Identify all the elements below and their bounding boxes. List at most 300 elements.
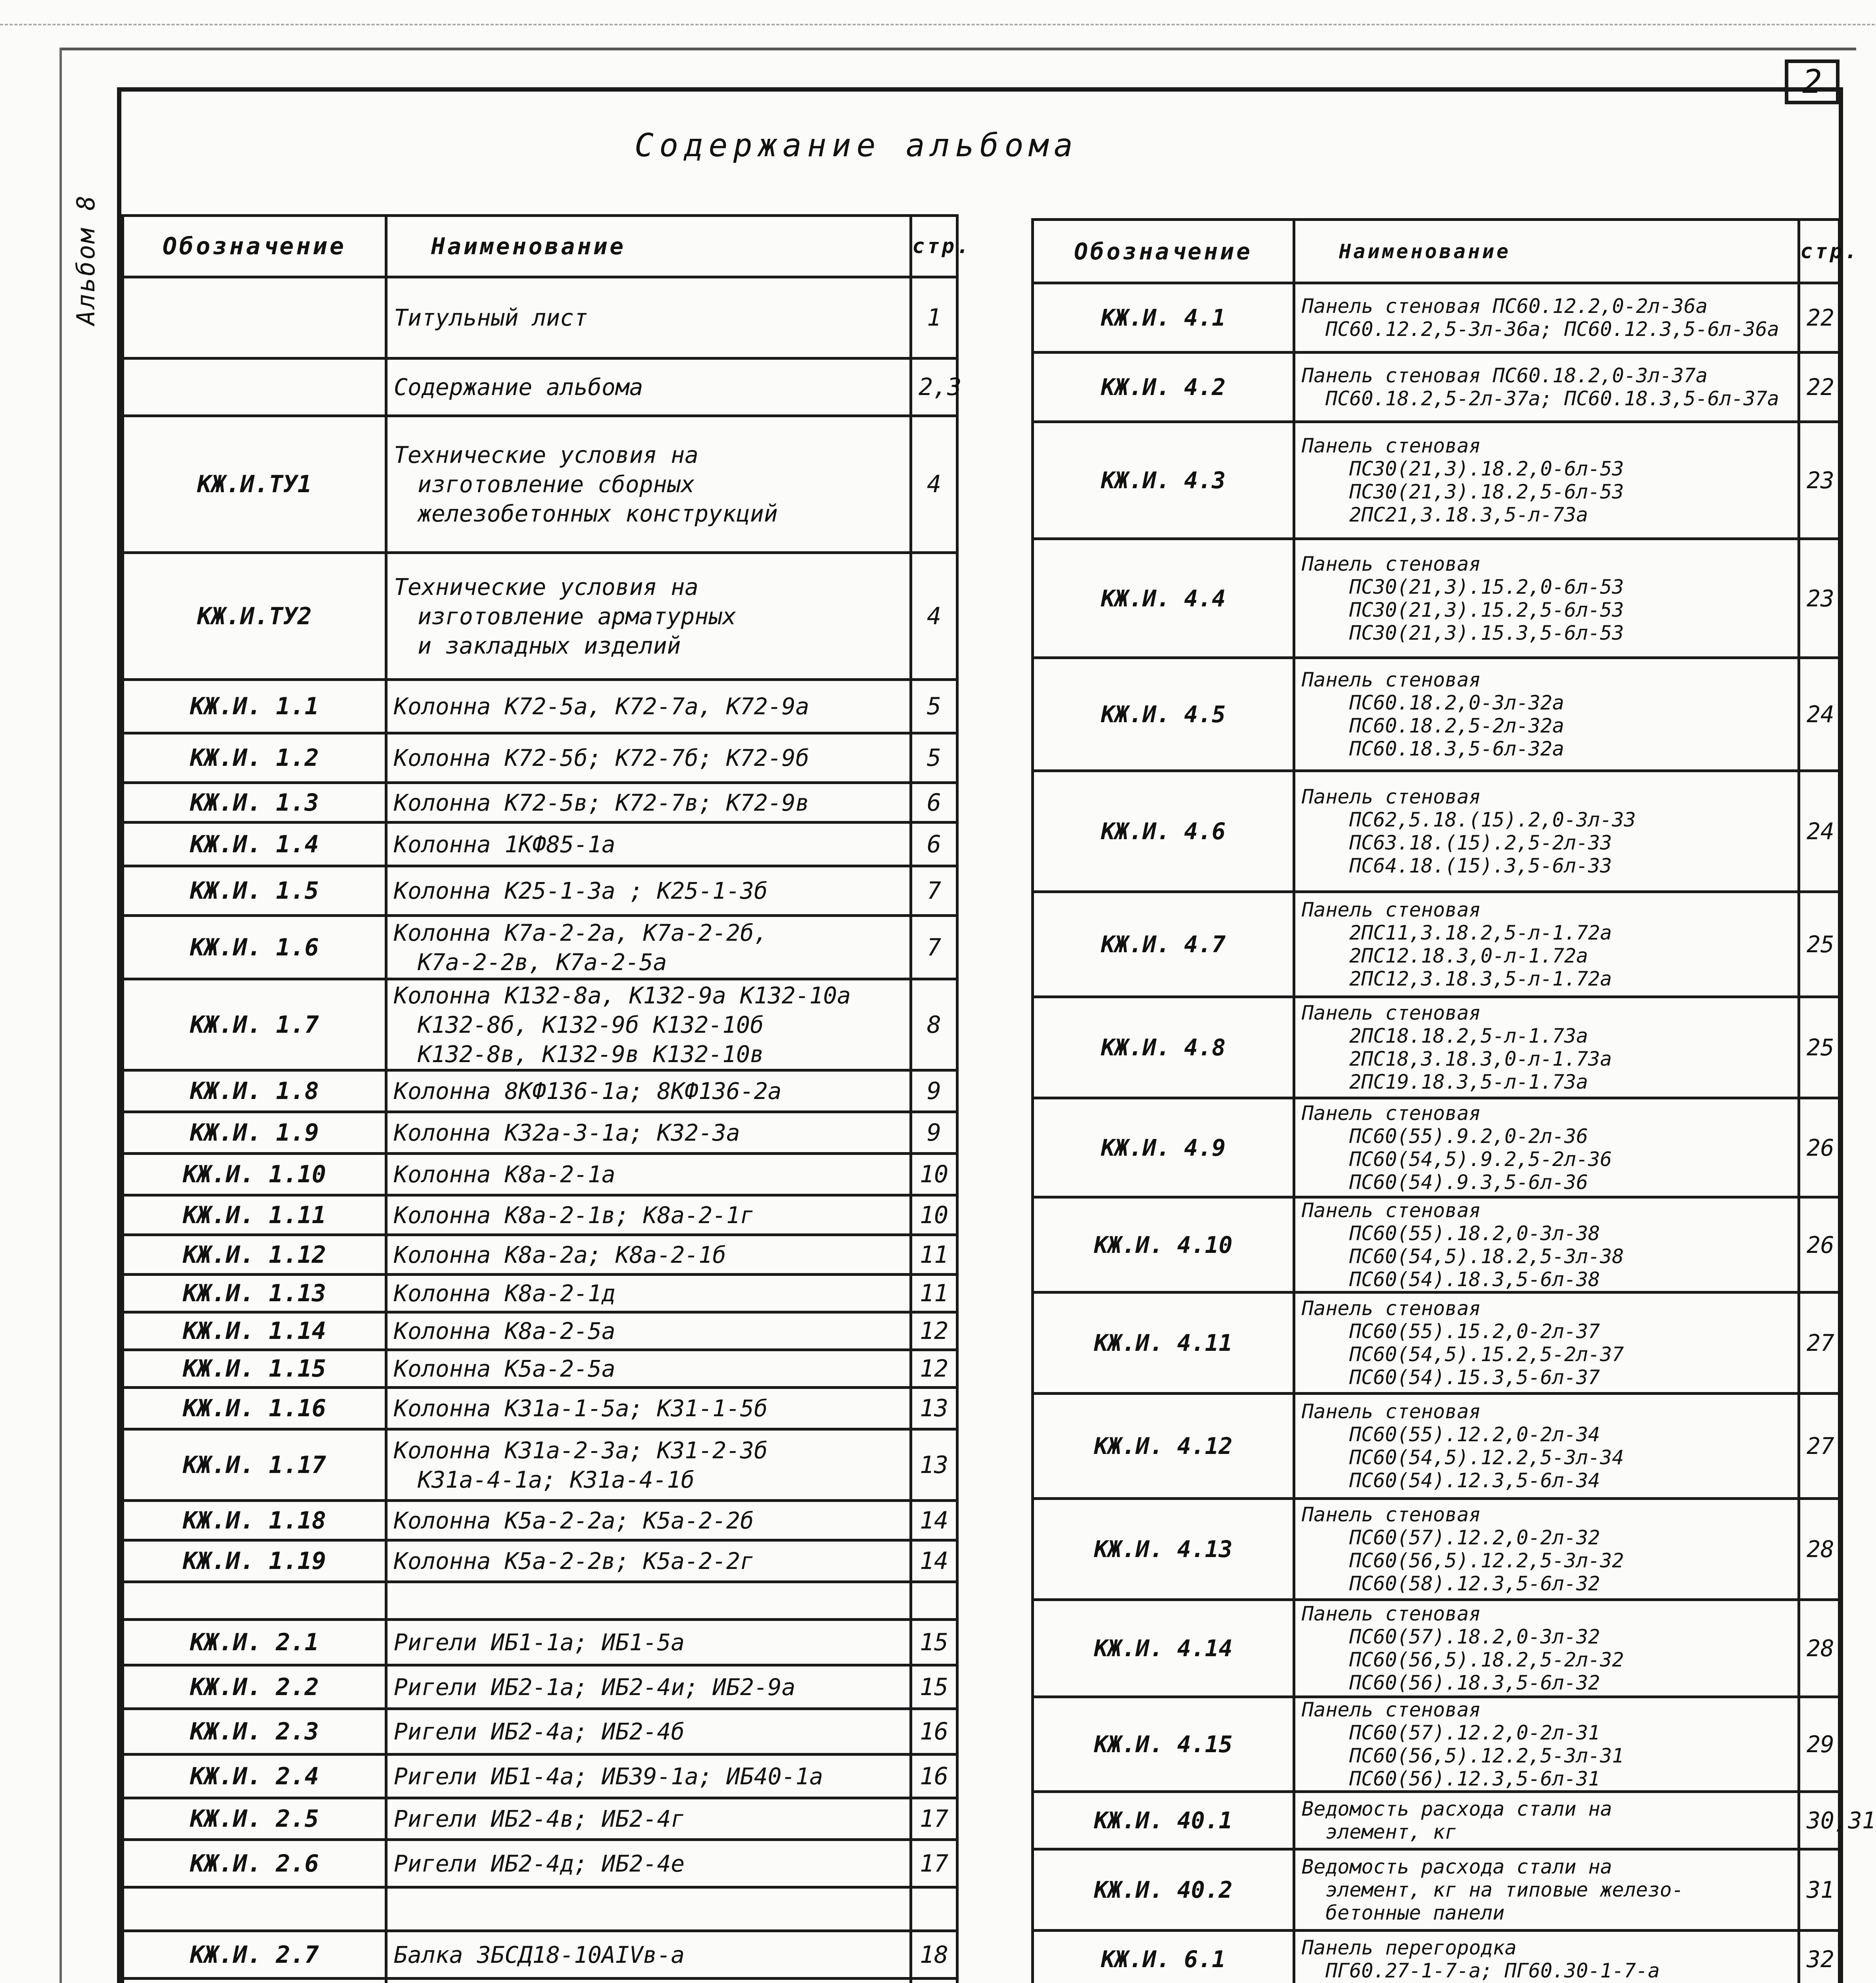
- left-table-body: [123, 277, 962, 1983]
- row-name: [386, 979, 911, 1070]
- row-page: 15: [911, 1665, 957, 1709]
- row-page: 8: [911, 979, 957, 1070]
- table-row: [1033, 1600, 1840, 1697]
- table-row: [1033, 1098, 1840, 1197]
- row-page: 5: [911, 733, 957, 783]
- table-row: [123, 1582, 957, 1620]
- table-row: [123, 783, 957, 823]
- row-name-line: Колонна К8а-2-5а: [394, 1318, 616, 1344]
- row-name-line: Колонна К132-8а, К132-9а К132-10а: [394, 982, 851, 1009]
- row-code: КЖ.И. 4.9: [1033, 1098, 1294, 1197]
- row-page: 15: [911, 1620, 957, 1665]
- row-code: [123, 1979, 386, 1983]
- row-name-line: ПС60(54).9.3,5-6л-36: [1349, 1170, 1588, 1194]
- table-row: [123, 1429, 957, 1501]
- row-name-line: изготовление арматурных: [418, 602, 737, 630]
- row-name-line: 2ПС11,3.18.2,5-л-1.72а: [1349, 921, 1612, 944]
- row-code: КЖ.И. 6.1: [1033, 1931, 1294, 1983]
- row-name-line: К7а-2-2в, К7а-2-5а: [418, 948, 667, 976]
- row-page: 23: [1799, 539, 1840, 658]
- row-page: 9: [911, 1070, 957, 1112]
- row-name: [1294, 1792, 1799, 1849]
- row-name: [1294, 1600, 1799, 1697]
- row-page: 22: [1799, 283, 1840, 353]
- row-name-line: Панель стеновая ПС60.12.2,0-2л-36а: [1302, 295, 1708, 318]
- row-name-line: Ведомость расхода стали на: [1302, 1797, 1612, 1820]
- table-row: [123, 1665, 957, 1709]
- row-name-line: ПГ60.27-1-7-а; ПГ60.30-1-7-а: [1325, 1959, 1660, 1982]
- row-name: [386, 1931, 911, 1979]
- row-code: КЖ.И. 4.6: [1033, 771, 1294, 892]
- table-row: [123, 1887, 957, 1931]
- row-code: КЖ.И. 1.11: [123, 1195, 386, 1235]
- row-code: [123, 277, 386, 359]
- row-name-line: Колонна К8а-2а; К8а-2-1б: [394, 1241, 727, 1268]
- row-name: [1294, 1931, 1799, 1983]
- row-page: 29: [1799, 1697, 1840, 1792]
- row-name-line: и закладных изделий: [418, 632, 681, 659]
- row-code: КЖ.И. 2.1: [123, 1620, 386, 1665]
- table-row: [1033, 1394, 1840, 1499]
- row-name-line: Ведомость расхода стали на: [1302, 1855, 1612, 1878]
- row-page: 4: [911, 416, 957, 553]
- table-row: [123, 1195, 957, 1235]
- row-code: КЖ.И. 1.16: [123, 1388, 386, 1429]
- row-name-line: ПС60(57).12.2,0-2л-31: [1349, 1721, 1600, 1744]
- row-page: 6: [911, 823, 957, 866]
- row-code: КЖ.И. 4.4: [1033, 539, 1294, 658]
- table-row: [1033, 1849, 1840, 1931]
- table-row: [123, 1755, 957, 1798]
- row-name-line: Ригели ИБ2-4д; ИБ2-4е: [394, 1850, 685, 1877]
- row-name-line: ПС60(55).18.2,0-3л-38: [1349, 1222, 1600, 1245]
- row-code: [123, 359, 386, 416]
- row-name-line: ПС30(21,3).18.2,5-6л-53: [1349, 480, 1624, 503]
- row-code: КЖ.И. 1.13: [123, 1275, 386, 1312]
- row-name: [1294, 1197, 1799, 1293]
- row-code: КЖ.И. 4.12: [1033, 1394, 1294, 1499]
- row-name-line: ПС60(55).9.2,0-2л-36: [1349, 1124, 1588, 1148]
- row-name-line: Панель стеновая: [1302, 1101, 1481, 1125]
- row-name-line: Ригели ИБ1-4а; ИБ39-1а; ИБ40-1а: [394, 1762, 823, 1790]
- row-name: [386, 823, 911, 866]
- row-name-line: Колонна К8а-2-1в; К8а-2-1г: [394, 1201, 754, 1229]
- table-row: [1033, 658, 1840, 771]
- row-name: [386, 1070, 911, 1112]
- row-name-line: Балка 3БСД18-10АIVв-а: [394, 1941, 685, 1968]
- row-code: КЖ.И. 40.2: [1033, 1849, 1294, 1931]
- row-name-line: ПС60(54,5).15.2,5-2л-37: [1349, 1343, 1624, 1366]
- table-row: [123, 1312, 957, 1350]
- row-name-line: Панель стеновая: [1302, 1503, 1481, 1526]
- row-page: 25: [1799, 997, 1840, 1098]
- row-name-line: элемент, кг: [1325, 1820, 1457, 1843]
- table-row: [1033, 1697, 1840, 1792]
- table-row: [123, 733, 957, 783]
- table-row: [123, 1501, 957, 1540]
- row-name-line: ПС30(21,3).18.2,0-6л-53: [1349, 457, 1624, 480]
- row-page: 9: [911, 1112, 957, 1154]
- row-name: [1294, 1394, 1799, 1499]
- header-page: стр.: [911, 216, 957, 277]
- page-number: 2: [1802, 63, 1822, 101]
- row-name: [386, 783, 911, 823]
- row-page: 7: [911, 866, 957, 916]
- row-name-line: Ригели ИБ2-4в; ИБ2-4г: [394, 1805, 685, 1832]
- row-name: [386, 1755, 911, 1798]
- row-name: [1294, 1098, 1799, 1197]
- row-code: КЖ.И. 1.10: [123, 1154, 386, 1195]
- row-name: [386, 416, 911, 553]
- row-name-line: Титульный лист: [394, 304, 588, 331]
- row-name-line: Панель стеновая: [1302, 434, 1481, 457]
- row-name: [386, 1620, 911, 1665]
- row-name: [1294, 892, 1799, 997]
- row-code: КЖ.И. 2.3: [123, 1709, 386, 1755]
- row-name: [386, 359, 911, 416]
- row-name-line: Панель стеновая: [1302, 1001, 1481, 1024]
- table-row: [1033, 1499, 1840, 1600]
- row-name-line: Колонна К31а-2-3а; К31-2-3б: [394, 1436, 768, 1464]
- row-page: 31: [1799, 1849, 1840, 1931]
- table-row: [1033, 422, 1840, 539]
- row-code: КЖ.И. 4.2: [1033, 353, 1294, 422]
- table-row: [123, 553, 957, 680]
- row-name: [386, 1979, 911, 1983]
- row-name-line: ПС60(55).12.2,0-2л-34: [1349, 1423, 1600, 1446]
- row-name-line: 2ПС18.18.2,5-л-1.73а: [1349, 1024, 1588, 1047]
- row-name-line: Колонна 1КФ85-1а: [394, 830, 616, 858]
- row-name: [386, 1501, 911, 1540]
- row-name-line: Панель стеновая: [1302, 1698, 1481, 1721]
- row-name: [1294, 283, 1799, 353]
- row-name: [386, 1112, 911, 1154]
- row-name: [386, 553, 911, 680]
- row-page: 12: [911, 1312, 957, 1350]
- row-code: КЖ.И. 4.13: [1033, 1499, 1294, 1600]
- table-row: [1033, 997, 1840, 1098]
- row-name: [386, 1709, 911, 1755]
- scan-top-dash: [0, 24, 1875, 25]
- row-name-line: Колонна К32а-3-1а; К32-3а: [394, 1119, 740, 1146]
- row-code: КЖ.И. 2.5: [123, 1798, 386, 1840]
- row-name-line: Панель стеновая: [1302, 668, 1481, 691]
- row-code: КЖ.И. 4.1: [1033, 283, 1294, 353]
- row-name: [386, 916, 911, 979]
- row-name-line: 2ПС12,3.18.3,5-л-1.72а: [1349, 967, 1612, 990]
- row-code: [123, 1887, 386, 1931]
- row-code: КЖ.И. 40.1: [1033, 1792, 1294, 1849]
- page-title: Содержание альбома: [635, 127, 1078, 164]
- row-code: КЖ.И. 1.5: [123, 866, 386, 916]
- table-row: [123, 1931, 957, 1979]
- row-name-line: Колонна К72-5в; К72-7в; К72-9в: [394, 789, 809, 816]
- row-code: КЖ.И. 1.1: [123, 680, 386, 733]
- table-row: [1033, 1293, 1840, 1394]
- row-name-line: 2ПС12.18.3,0-л-1.72а: [1349, 944, 1588, 967]
- row-code: КЖ.И. 1.8: [123, 1070, 386, 1112]
- row-code: КЖ.И. 2.2: [123, 1665, 386, 1709]
- row-code: КЖ.И. 4.3: [1033, 422, 1294, 539]
- row-code: КЖ.И. 1.14: [123, 1312, 386, 1350]
- row-name-line: ПС60(54,5).9.2,5-2л-36: [1349, 1147, 1612, 1171]
- right-header-row: [1033, 220, 1840, 283]
- row-name-line: 2ПС19.18.3,5-л-1.73а: [1349, 1070, 1588, 1093]
- row-page: [911, 1979, 957, 1983]
- row-code: КЖ.И. 4.11: [1033, 1293, 1294, 1394]
- right-table-body: [1033, 283, 1876, 1983]
- row-name-line: Ригели ИБ2-1а; ИБ2-4и; ИБ2-9а: [394, 1673, 796, 1701]
- table-row: [123, 359, 957, 416]
- row-page: 25: [1799, 892, 1840, 997]
- row-name-line: ПС30(21,3).15.2,0-6л-53: [1349, 575, 1624, 598]
- left-contents-table: [121, 214, 972, 1983]
- row-name: [386, 277, 911, 359]
- row-page: 10: [911, 1154, 957, 1195]
- row-name-line: Панель стеновая: [1302, 1297, 1481, 1320]
- row-name: [1294, 997, 1799, 1098]
- row-page: 12: [911, 1350, 957, 1388]
- row-page: 6: [911, 783, 957, 823]
- table-row: [123, 1798, 957, 1840]
- table-row: [1033, 283, 1840, 353]
- row-name-line: ПС60(54).15.3,5-6л-37: [1349, 1366, 1600, 1389]
- row-name-line: Колонна К5а-2-5а: [394, 1355, 616, 1382]
- row-name-line: ПС63.18.(15).2,5-2л-33: [1349, 831, 1612, 854]
- table-row: [123, 1620, 957, 1665]
- row-name-line: ПС60(57).18.2,0-3л-32: [1349, 1625, 1600, 1648]
- row-name-line: ПС60(56).18.3,5-6л-32: [1349, 1671, 1600, 1694]
- row-page: 22: [1799, 353, 1840, 422]
- header-page: стр.: [1799, 220, 1840, 283]
- row-code: КЖ.И.ТУ1: [123, 416, 386, 553]
- row-code: КЖ.И. 2.4: [123, 1755, 386, 1798]
- row-name-line: ПС60(54).18.3,5-6л-38: [1349, 1268, 1600, 1291]
- row-name-line: бетонные панели: [1325, 1901, 1505, 1924]
- row-name: [386, 733, 911, 783]
- row-name: [1294, 1293, 1799, 1394]
- row-name: [1294, 771, 1799, 892]
- row-name-line: Колонна К7а-2-2а, К7а-2-2б,: [394, 919, 768, 946]
- row-code: КЖ.И. 1.3: [123, 783, 386, 823]
- row-name-line: Панель стеновая: [1302, 1199, 1481, 1222]
- row-name: [386, 1195, 911, 1235]
- row-name-line: К31а-4-1а; К31а-4-1б: [418, 1466, 695, 1493]
- row-code: КЖ.И. 2.6: [123, 1840, 386, 1887]
- row-code: КЖ.И. 1.18: [123, 1501, 386, 1540]
- row-name-line: изготовление сборных: [418, 471, 695, 498]
- row-name-line: Технические условия на: [394, 441, 699, 468]
- row-name-line: Колонна К72-5а, К72-7а, К72-9а: [394, 693, 809, 720]
- row-name-line: 2ПС18,3.18.3,0-л-1.73а: [1349, 1047, 1612, 1070]
- row-name-line: Панель стеновая: [1302, 552, 1481, 575]
- row-code: КЖ.И. 2.7: [123, 1931, 386, 1979]
- row-page: 4: [911, 553, 957, 680]
- row-name-line: Панель стеновая: [1302, 785, 1481, 808]
- row-page: 24: [1799, 658, 1840, 771]
- row-name: [386, 1540, 911, 1582]
- row-page: 5: [911, 680, 957, 733]
- row-name-line: ПС60.18.3,5-6л-32а: [1349, 737, 1564, 760]
- outer-left-line: [59, 48, 62, 1983]
- row-page: 18: [911, 1931, 957, 1979]
- header-name: Наименование: [1294, 220, 1799, 283]
- table-row: [1033, 353, 1840, 422]
- row-code: КЖ.И. 4.8: [1033, 997, 1294, 1098]
- page-number-box: [1785, 59, 1840, 104]
- row-code: КЖ.И. 1.2: [123, 733, 386, 783]
- row-name: [386, 1275, 911, 1312]
- row-name: [386, 1887, 911, 1931]
- row-name: [386, 680, 911, 733]
- row-code: КЖ.И. 1.19: [123, 1540, 386, 1582]
- row-name-line: ПС60(54,5).12.2,5-3л-34: [1349, 1446, 1624, 1469]
- row-page: 27: [1799, 1293, 1840, 1394]
- row-code: КЖ.И. 4.7: [1033, 892, 1294, 997]
- row-name: [1294, 1697, 1799, 1792]
- row-name-line: ПС60(56).12.3,5-6л-31: [1349, 1767, 1600, 1790]
- row-name-line: ПС60(57).12.2,0-2л-32: [1349, 1526, 1600, 1549]
- row-code: КЖ.И. 1.9: [123, 1112, 386, 1154]
- row-page: 30,31: [1799, 1792, 1840, 1849]
- row-name-line: Колонна 8КФ136-1а; 8КФ136-2а: [394, 1078, 782, 1105]
- row-name-line: ПС60.18.2,5-2л-32а: [1349, 714, 1564, 737]
- table-row: [123, 823, 957, 866]
- row-name-line: Колонна К72-5б; К72-7б; К72-9б: [394, 744, 809, 771]
- row-name-line: ПС60.18.2,5-2л-37а; ПС60.18.3,5-6л-37а: [1325, 387, 1779, 410]
- row-page: 17: [911, 1840, 957, 1887]
- row-name-line: Колонна К8а-2-1д: [394, 1280, 616, 1307]
- header-name: Наименование: [386, 216, 911, 277]
- row-page: 32: [1799, 1931, 1840, 1983]
- row-name-line: железобетонных конструкций: [418, 500, 778, 527]
- row-name: [386, 1350, 911, 1388]
- table-row: [123, 1070, 957, 1112]
- row-name: [386, 1154, 911, 1195]
- row-code: КЖ.И. 1.17: [123, 1429, 386, 1501]
- table-row: [1033, 1931, 1840, 1983]
- row-name: [1294, 658, 1799, 771]
- row-name-line: 2ПС21,3.18.3,5-л-73а: [1349, 503, 1588, 526]
- row-page: 11: [911, 1235, 957, 1275]
- row-name-line: К132-8б, К132-9б К132-10б: [418, 1011, 764, 1038]
- row-name: [386, 1235, 911, 1275]
- table-row: [1033, 771, 1840, 892]
- table-row: [123, 1840, 957, 1887]
- album-side-label: Альбом 8: [71, 194, 100, 325]
- outer-top-line: [59, 48, 1856, 50]
- row-code: КЖ.И. 1.7: [123, 979, 386, 1070]
- row-page: 26: [1799, 1098, 1840, 1197]
- row-code: КЖ.И. 4.14: [1033, 1600, 1294, 1697]
- row-name-line: Колонна К5а-2-2а; К5а-2-2б: [394, 1507, 754, 1534]
- row-code: КЖ.И. 4.15: [1033, 1697, 1294, 1792]
- row-name: [386, 1582, 911, 1620]
- row-code: КЖ.И.ТУ2: [123, 553, 386, 680]
- row-name-line: ПС60(54,5).18.2,5-3л-38: [1349, 1245, 1624, 1268]
- table-row: [123, 680, 957, 733]
- row-name-line: ПС60(55).15.2,0-2л-37: [1349, 1320, 1600, 1343]
- row-name-line: Панель стеновая: [1302, 1400, 1481, 1423]
- row-code: КЖ.И. 1.6: [123, 916, 386, 979]
- row-name-line: К132-8в, К132-9в К132-10в: [418, 1040, 764, 1068]
- row-name: [386, 1665, 911, 1709]
- row-name-line: Технические условия на: [394, 573, 699, 600]
- row-name-line: Панель перегородка: [1302, 1936, 1517, 1959]
- table-row: [123, 1112, 957, 1154]
- row-name: [386, 1312, 911, 1350]
- row-name-line: ПС60(54).12.3,5-6л-34: [1349, 1469, 1600, 1492]
- left-header-row: [123, 216, 957, 277]
- row-name-line: ПС60(56,5).12.2,5-3л-32: [1349, 1549, 1624, 1572]
- row-page: 10: [911, 1195, 957, 1235]
- right-contents-table: [1031, 218, 1876, 1983]
- row-name-line: ПС60.12.2,5-3л-36а; ПС60.12.3,5-6л-36а: [1325, 318, 1779, 341]
- table-row: [123, 1154, 957, 1195]
- row-name-line: ПС64.18.(15).3,5-6л-33: [1349, 854, 1612, 877]
- row-page: 17: [911, 1798, 957, 1840]
- row-code: [123, 1582, 386, 1620]
- row-page: 1: [911, 277, 957, 359]
- row-code: КЖ.И. 4.5: [1033, 658, 1294, 771]
- row-name-line: Панель стеновая: [1302, 1602, 1481, 1625]
- row-name-line: ПС60(56,5).18.2,5-2л-32: [1349, 1648, 1624, 1671]
- row-name-line: ПС60(58).12.3,5-6л-32: [1349, 1572, 1600, 1595]
- table-row: [123, 277, 957, 359]
- row-name: [386, 1388, 911, 1429]
- row-page: 13: [911, 1388, 957, 1429]
- row-page: [911, 1887, 957, 1931]
- row-name: [1294, 1499, 1799, 1600]
- table-row: [1033, 892, 1840, 997]
- row-name-line: Колонна К8а-2-1а: [394, 1161, 616, 1188]
- row-name: [386, 1429, 911, 1501]
- row-page: 14: [911, 1501, 957, 1540]
- row-name-line: Ригели ИБ2-4а; ИБ2-4б: [394, 1718, 685, 1745]
- table-row: [123, 866, 957, 916]
- table-row: [123, 416, 957, 553]
- table-row: [123, 1235, 957, 1275]
- row-code: КЖ.И. 1.15: [123, 1350, 386, 1388]
- table-row: [123, 1350, 957, 1388]
- row-name: [386, 1840, 911, 1887]
- row-page: [911, 1582, 957, 1620]
- table-row: [123, 1388, 957, 1429]
- row-page: 27: [1799, 1394, 1840, 1499]
- row-page: 13: [911, 1429, 957, 1501]
- table-row: [1033, 1197, 1840, 1293]
- row-page: 16: [911, 1755, 957, 1798]
- row-name: [1294, 539, 1799, 658]
- row-name-line: ПС30(21,3).15.3,5-6л-53: [1349, 621, 1624, 644]
- row-name-line: Содержание альбома: [394, 374, 643, 401]
- row-code: КЖ.И. 1.4: [123, 823, 386, 866]
- row-page: 7: [911, 916, 957, 979]
- row-name-line: ПС60(56,5).12.2,5-3л-31: [1349, 1744, 1624, 1767]
- row-code: КЖ.И. 1.12: [123, 1235, 386, 1275]
- row-name-line: ПС62,5.18.(15).2,0-3л-33: [1349, 808, 1636, 831]
- row-page: 11: [911, 1275, 957, 1312]
- table-row: [123, 916, 957, 979]
- row-name-line: Ригели ИБ1-1а; ИБ1-5а: [394, 1629, 685, 1656]
- table-row: [123, 1275, 957, 1312]
- row-name-line: ПС60.18.2,0-3л-32а: [1349, 691, 1564, 714]
- row-code: КЖ.И. 4.10: [1033, 1197, 1294, 1293]
- row-page: 26: [1799, 1197, 1840, 1293]
- row-name: [1294, 353, 1799, 422]
- row-page: 14: [911, 1540, 957, 1582]
- row-page: 16: [911, 1709, 957, 1755]
